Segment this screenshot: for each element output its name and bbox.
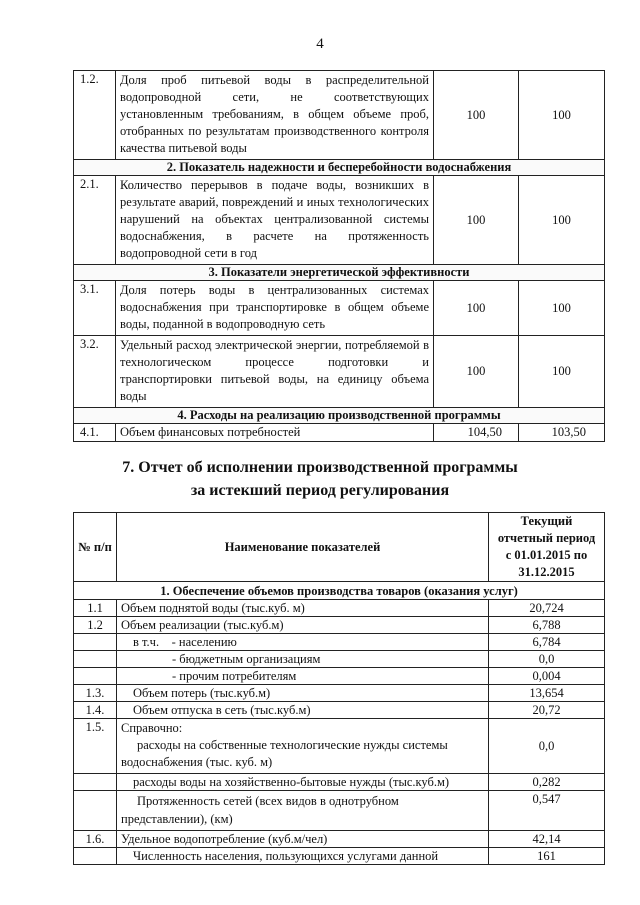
row-value: 0,282 xyxy=(489,774,605,791)
row-number xyxy=(74,668,117,685)
header-period xyxy=(489,513,605,582)
section-header xyxy=(74,160,605,176)
row-value-2: 100 xyxy=(519,281,605,336)
header-num: № п/п xyxy=(74,513,117,582)
table-row xyxy=(74,685,605,702)
section-heading xyxy=(0,456,640,502)
table-row xyxy=(74,651,605,668)
table-row xyxy=(74,71,605,160)
row-number: 1.1 xyxy=(74,600,117,617)
row-text: Удельное водопотребление (куб.м/чел) xyxy=(117,831,489,848)
row-value-2: 100 xyxy=(519,71,605,160)
report-table xyxy=(73,512,605,865)
table-header-row xyxy=(74,513,605,582)
row-value-1: 100 xyxy=(434,176,519,265)
row-number: 1.3. xyxy=(74,685,117,702)
table-row xyxy=(74,617,605,634)
row-text: в т.ч. - населению xyxy=(117,634,489,651)
indicators-table xyxy=(73,70,605,442)
row-number: 1.4. xyxy=(74,702,117,719)
header-name: Наименование показателей xyxy=(117,513,489,582)
header-period-line: с 01.01.2015 по xyxy=(505,548,588,562)
row-value: 13,654 xyxy=(489,685,605,702)
header-period-line: отчетный период xyxy=(497,531,596,545)
row-text: Объем потерь (тыс.куб.м) xyxy=(117,685,489,702)
row-value-1: 104,50 xyxy=(434,424,519,442)
row-value: 0,0 xyxy=(489,651,605,668)
row-value-2: 100 xyxy=(519,176,605,265)
page-number: 4 xyxy=(316,36,324,52)
row-value: 0,004 xyxy=(489,668,605,685)
section-title: 4. Расходы на реализацию производственной программы xyxy=(74,408,605,424)
table-row xyxy=(74,668,605,685)
row-text: Объем отпуска в сеть (тыс.куб.м) xyxy=(117,702,489,719)
row-text: Количество перерывов в подаче воды, возникших в результате аварий, повреждений и иных технологических нарушений на объектах централизованной системы водоснабжения, в расчете на протяженность водопроводной сети в год xyxy=(116,176,434,265)
section-heading-line2: за истекший период регулирования xyxy=(190,482,450,499)
row-text: Удельный расход электрической энергии, потребляемой в технологическом процессе подготовки и транспортировки питьевой воды, на единицу объема воды xyxy=(116,336,434,408)
table-row xyxy=(74,774,605,791)
row-text xyxy=(117,719,489,774)
row-text: Доля потерь воды в централизованных системах водоснабжения при транспортировке в общем объеме воды, поданной в водопроводную сеть xyxy=(116,281,434,336)
row-number: 1.6. xyxy=(74,831,117,848)
section-title: 1. Обеспечение объемов производства товаров (оказания услуг) xyxy=(74,582,605,600)
row-value-1: 100 xyxy=(434,71,519,160)
table-row xyxy=(74,848,605,865)
row-number: 1.2 xyxy=(74,617,117,634)
row-number xyxy=(74,791,117,831)
table-row xyxy=(74,791,605,831)
table-row xyxy=(74,424,605,442)
row-number xyxy=(74,634,117,651)
section-header xyxy=(74,408,605,424)
row-value-1: 100 xyxy=(434,336,519,408)
header-period-line: Текущий xyxy=(520,514,573,528)
row-number: 2.1. xyxy=(74,176,116,265)
row-text: Объем финансовых потребностей xyxy=(116,424,434,442)
row-text: расходы воды на хозяйственно-бытовые нужды (тыс.куб.м) xyxy=(117,774,489,791)
row-text: Объем поднятой воды (тыс.куб. м) xyxy=(117,600,489,617)
row-text-line: Протяженность сетей (всех видов в однотрубном xyxy=(137,794,399,808)
section-heading-line1: 7. Отчет об исполнении производственной программы xyxy=(122,459,518,476)
row-value: 20,724 xyxy=(489,600,605,617)
row-number: 3.2. xyxy=(74,336,116,408)
table-row xyxy=(74,281,605,336)
table-row xyxy=(74,702,605,719)
row-text: Численность населения, пользующихся услугами данной xyxy=(117,848,489,865)
table-row xyxy=(74,176,605,265)
section-title: 3. Показатели энергетической эффективности xyxy=(74,265,605,281)
row-number xyxy=(74,774,117,791)
row-value: 6,788 xyxy=(489,617,605,634)
row-value: 6,784 xyxy=(489,634,605,651)
row-text-line: расходы на собственные технологические нужды системы xyxy=(137,738,448,752)
header-period-line: 31.12.2015 xyxy=(518,565,575,579)
row-text-line: представлении), (км) xyxy=(121,812,233,826)
row-value: 20,72 xyxy=(489,702,605,719)
row-number xyxy=(74,848,117,865)
row-text-line: водоснабжения (тыс. куб. м) xyxy=(121,755,273,769)
row-number: 4.1. xyxy=(74,424,116,442)
table-row xyxy=(74,600,605,617)
table-row xyxy=(74,336,605,408)
row-number: 3.1. xyxy=(74,281,116,336)
row-number: 1.5. xyxy=(74,719,117,774)
section-header xyxy=(74,582,605,600)
row-value-2: 100 xyxy=(519,336,605,408)
row-text: Объем реализации (тыс.куб.м) xyxy=(117,617,489,634)
row-number xyxy=(74,651,117,668)
row-text: Доля проб питьевой воды в распределительной водопроводной сети, не соответствующих установленным требованиям, в общем объеме проб, отобранных по результатам производственного контроля качества питьевой воды xyxy=(116,71,434,160)
section-header xyxy=(74,265,605,281)
row-text xyxy=(117,791,489,831)
row-text: - прочим потребителям xyxy=(117,668,489,685)
table-row xyxy=(74,831,605,848)
row-value: 0,547 xyxy=(489,791,605,831)
table-row xyxy=(74,719,605,774)
row-value-2: 103,50 xyxy=(519,424,605,442)
row-value: 161 xyxy=(489,848,605,865)
row-value-1: 100 xyxy=(434,281,519,336)
row-value: 0,0 xyxy=(489,719,605,774)
row-value: 42,14 xyxy=(489,831,605,848)
row-text-line: Справочно: xyxy=(121,721,183,735)
section-title: 2. Показатель надежности и бесперебойности водоснабжения xyxy=(74,160,605,176)
table-row xyxy=(74,634,605,651)
row-number: 1.2. xyxy=(74,71,116,160)
row-text: - бюджетным организациям xyxy=(117,651,489,668)
